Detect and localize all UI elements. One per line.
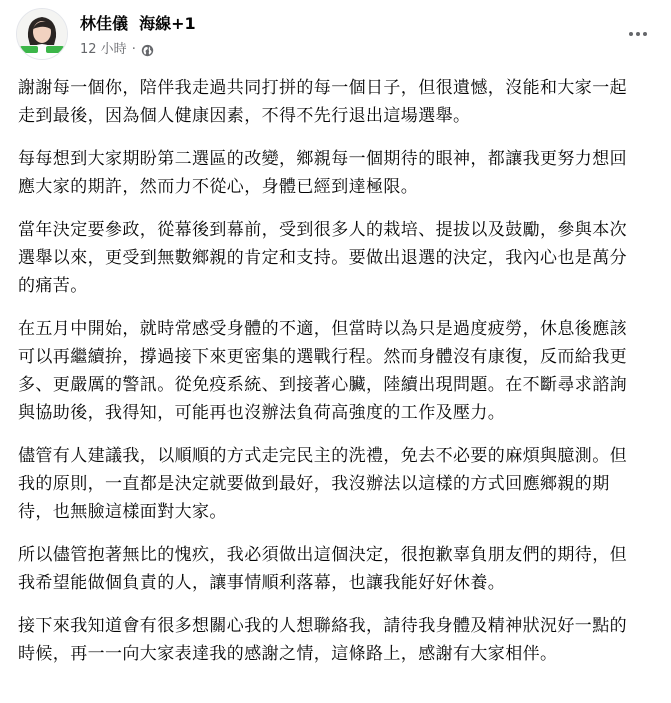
post-paragraph: 當年決定要參政，從幕後到幕前，受到很多人的栽培、提拔以及鼓勵，參與本次選舉以來，更受到無數鄉親的肯定和支持。要做出退選的決定，我內心也是萬分的痛苦。	[18, 220, 627, 296]
author-name[interactable]: 林佳儀	[80, 14, 129, 33]
post-timestamp[interactable]: 12 小時	[80, 42, 127, 57]
avatar[interactable]	[16, 8, 68, 60]
post-paragraph: 每每想到大家期盼第二選區的改變，鄉親每一個期待的眼神，都讓我更努力想回應大家的期許，然而力不從心，身體已經到達極限。	[18, 149, 627, 197]
post-body	[18, 74, 640, 683]
author-line	[80, 14, 196, 36]
post-paragraph: 在五月中開始，就時常感受身體的不適，但當時以為只是過度疲勞，休息後應該可以再繼續拚，撐過接下來更密集的選戰行程。然而身體沒有康復，反而給我更多、更嚴厲的警訊。從免疫系統、到接著心臟，陸續出現問題。在不斷尋求諮詢與協助後，我得知，可能再也沒辦法負荷高強度的工作及壓力。	[18, 319, 627, 423]
globe-icon[interactable]	[141, 44, 154, 57]
post-paragraph: 謝謝每一個你，陪伴我走過共同打拼的每一個日子，但很遺憾，沒能和大家一起走到最後，因為個人健康因素，不得不先行退出這場選舉。	[18, 78, 627, 126]
separator-dot: ·	[131, 42, 136, 57]
profile-photo-icon	[17, 9, 67, 59]
post-paragraph: 接下來我知道會有很多想關心我的人想聯絡我，請待我身體及精神狀況好一點的時候，再一一向大家表達我的感謝之情，這條路上，感謝有大家相伴。	[18, 616, 627, 664]
post-paragraph: 儘管有人建議我，以順順的方式走完民主的洗禮，免去不必要的麻煩與臆測。但我的原則，一直都是決定就要做到最好，我沒辦法以這樣的方式回應鄉親的期待，也無臉這樣面對大家。	[18, 446, 627, 522]
post-meta	[80, 41, 154, 59]
post-paragraph: 所以儘管抱著無比的愧疚，我必須做出這個決定，很抱歉辜負朋友們的期待，但我希望能做個負責的人，讓事情順利落幕，也讓我能好好休養。	[18, 545, 627, 593]
author-location[interactable]: 海線+1	[139, 14, 196, 33]
more-options-icon[interactable]	[624, 24, 652, 44]
post-header	[16, 8, 656, 64]
